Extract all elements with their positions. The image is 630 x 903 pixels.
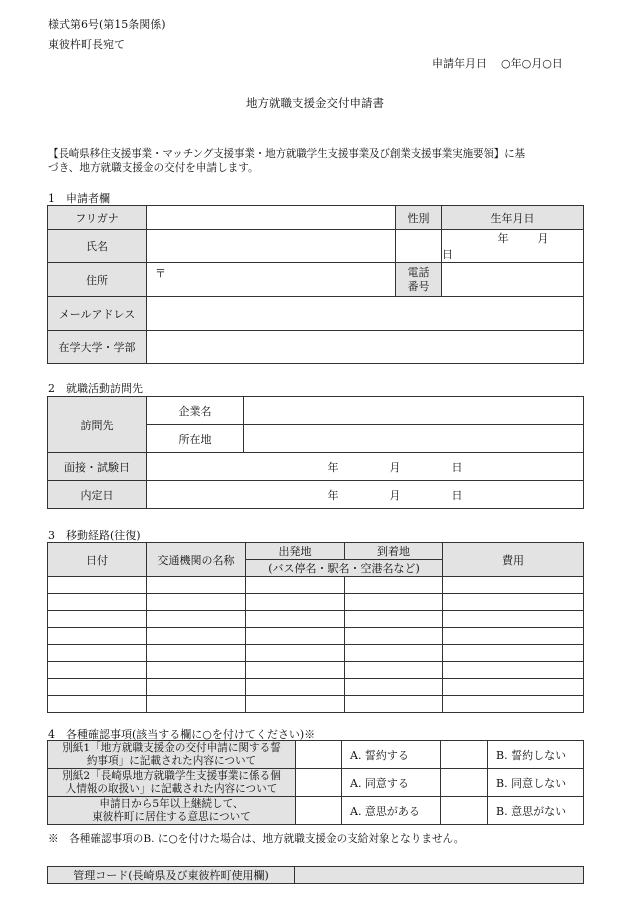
section2-heading: 2 就職活動訪問先 xyxy=(48,382,143,395)
option-a-label: A. 意思がある xyxy=(342,797,441,825)
intro-line-1: 【長崎県移住支援事業・マッチング支援事業・地方就職学生支援事業及び創業支援事業実施要領】に基 xyxy=(48,148,525,160)
section3-heading: 3 移動経路(往復) xyxy=(48,529,141,542)
arrival-cell[interactable] xyxy=(345,577,443,594)
arrival-cell[interactable] xyxy=(345,696,443,713)
cost-cell[interactable] xyxy=(443,679,584,696)
cost-cell[interactable] xyxy=(443,611,584,628)
arrival-cell[interactable] xyxy=(345,662,443,679)
route-row xyxy=(48,594,584,611)
date-cell[interactable] xyxy=(48,662,147,679)
confirmation-item-line-2: 人情報の取扱い」に記載された内容について xyxy=(65,782,278,795)
option-b-label: B. 同意しない xyxy=(488,769,584,797)
university-field[interactable] xyxy=(147,331,584,364)
postal-mark: 〒 xyxy=(155,267,166,280)
arrival-cell[interactable] xyxy=(345,594,443,611)
birthdate-label: 生年月日 xyxy=(442,206,584,230)
departure-cell[interactable] xyxy=(246,611,345,628)
option-a-mark[interactable] xyxy=(296,797,342,825)
interview-year-label: 年 xyxy=(327,460,339,474)
applicant-table xyxy=(47,205,584,364)
confirmation-row xyxy=(48,741,584,769)
address-field[interactable] xyxy=(147,263,396,297)
location-field[interactable] xyxy=(244,425,584,453)
offer-year-label: 年 xyxy=(327,488,339,502)
company-label: 企業名 xyxy=(147,397,244,425)
route-row xyxy=(48,628,584,645)
phone-field[interactable] xyxy=(442,263,584,297)
transport-cell[interactable] xyxy=(147,611,246,628)
arrival-cell[interactable] xyxy=(345,611,443,628)
birth-day-label: 日 xyxy=(442,248,453,261)
cost-cell[interactable] xyxy=(443,662,584,679)
arrival-cell[interactable] xyxy=(345,645,443,662)
furigana-field[interactable] xyxy=(147,206,396,230)
application-date xyxy=(432,55,563,71)
cost-cell[interactable] xyxy=(443,628,584,645)
arrival-cell[interactable] xyxy=(345,628,443,645)
offer-date-field[interactable] xyxy=(147,481,584,509)
departure-cell[interactable] xyxy=(246,577,345,594)
transport-cell[interactable] xyxy=(147,696,246,713)
date-cell[interactable] xyxy=(48,679,147,696)
option-a-mark[interactable] xyxy=(296,769,342,797)
route-row xyxy=(48,696,584,713)
route-row xyxy=(48,679,584,696)
confirmation-row xyxy=(48,769,584,797)
birth-month-label: 月 xyxy=(537,232,549,245)
interview-day-label: 日 xyxy=(451,460,463,474)
application-date-label: 申請年月日 xyxy=(432,57,487,70)
intro-line-2: づき、地方就職支援金の交付を申請します。 xyxy=(48,162,259,174)
arrival-col-header: 到着地 xyxy=(345,543,443,560)
cost-col-header: 費用 xyxy=(443,543,584,577)
option-b-mark[interactable] xyxy=(441,741,488,769)
cost-cell[interactable] xyxy=(443,594,584,611)
departure-cell[interactable] xyxy=(246,594,345,611)
option-b-mark[interactable] xyxy=(441,769,488,797)
date-cell[interactable] xyxy=(48,628,147,645)
section4-heading: 4 各種確認事項(該当する欄に○を付けてください)※ xyxy=(48,728,316,741)
email-label: メールアドレス xyxy=(48,297,147,331)
cost-cell[interactable] xyxy=(443,645,584,662)
cost-cell[interactable] xyxy=(443,577,584,594)
date-cell[interactable] xyxy=(48,577,147,594)
arrival-cell[interactable] xyxy=(345,679,443,696)
name-field[interactable] xyxy=(147,230,396,263)
departure-cell[interactable] xyxy=(246,679,345,696)
confirmation-table xyxy=(47,740,584,825)
interview-month-label: 月 xyxy=(389,460,401,474)
confirmation-item-line-2: 約事項」に記載された内容について xyxy=(86,754,257,767)
location-label: 所在地 xyxy=(147,425,244,453)
application-date-value: ○年○月○日 xyxy=(501,57,563,70)
route-row xyxy=(48,577,584,594)
phone-label-line-2: 番号 xyxy=(407,279,430,293)
option-b-label: B. 誓約しない xyxy=(488,741,584,769)
route-row xyxy=(48,645,584,662)
date-col-header: 日付 xyxy=(48,543,147,577)
transport-cell[interactable] xyxy=(147,577,246,594)
option-a-label: A. 同意する xyxy=(342,769,441,797)
confirmation-item-line-2: 東彼杵町に居住する意思について xyxy=(92,810,251,823)
form-number: 様式第6号(第15条関係) xyxy=(48,18,166,31)
section4-note: ※ 各種確認事項のB. に○を付けた場合は、地方就職支援金の支給対象となりません。 xyxy=(48,833,465,845)
cost-cell[interactable] xyxy=(443,696,584,713)
route-row xyxy=(48,662,584,679)
visit-table xyxy=(47,396,584,509)
date-cell[interactable] xyxy=(48,611,147,628)
offer-label: 内定日 xyxy=(48,481,147,509)
transport-cell[interactable] xyxy=(147,628,246,645)
page-title: 地方就職支援金交付申請書 xyxy=(246,96,384,110)
departure-cell[interactable] xyxy=(246,645,345,662)
transport-cell[interactable] xyxy=(147,679,246,696)
transport-cell[interactable] xyxy=(147,645,246,662)
route-row xyxy=(48,611,584,628)
interview-date-field[interactable] xyxy=(147,453,584,481)
management-code-label: 管理コード(長崎県及び東彼杵町使用欄) xyxy=(48,867,295,884)
offer-day-label: 日 xyxy=(451,488,463,502)
management-code-field xyxy=(295,867,584,884)
birth-year-label: 年 xyxy=(497,232,509,245)
confirmation-item-text xyxy=(48,741,296,769)
interview-label: 面接・試験日 xyxy=(48,453,147,481)
company-field[interactable] xyxy=(244,397,584,425)
date-cell[interactable] xyxy=(48,594,147,611)
departure-cell[interactable] xyxy=(246,696,345,713)
route-table xyxy=(47,542,584,713)
confirmation-item-line-1: 別紙1「地方就職支援金の交付申請に関する誓 xyxy=(62,741,281,754)
option-b-mark[interactable] xyxy=(441,797,488,825)
date-cell[interactable] xyxy=(48,645,147,662)
management-code-table xyxy=(47,866,584,884)
transport-col-header: 交通機関の名称 xyxy=(147,543,246,577)
departure-col-header: 出発地 xyxy=(246,543,345,560)
transport-cell[interactable] xyxy=(147,594,246,611)
departure-cell[interactable] xyxy=(246,628,345,645)
section1-heading: 1 申請者欄 xyxy=(48,192,110,205)
confirmation-row xyxy=(48,797,584,825)
phone-label xyxy=(396,263,442,297)
date-cell[interactable] xyxy=(48,696,147,713)
transport-cell[interactable] xyxy=(147,662,246,679)
visit-label: 訪問先 xyxy=(48,397,147,453)
university-label: 在学大学・学部 xyxy=(48,331,147,364)
option-b-label: B. 意思がない xyxy=(488,797,584,825)
place-note: (バス停名・駅名・空港名など) xyxy=(246,560,443,577)
address-label: 住所 xyxy=(48,263,147,297)
addressee: 東彼杵町長宛て xyxy=(48,38,125,51)
birthdate-field[interactable] xyxy=(442,230,584,263)
option-a-label: A. 誓約する xyxy=(342,741,441,769)
phone-label-line-1: 電話 xyxy=(407,265,430,279)
confirmation-item-line-1: 申請日から5年以上継続して、 xyxy=(99,797,244,810)
option-a-mark[interactable] xyxy=(296,741,342,769)
furigana-label: フリガナ xyxy=(48,206,147,230)
offer-month-label: 月 xyxy=(389,488,401,502)
confirmation-item-line-1: 別紙2「長崎県地方就職学生支援事業に係る個 xyxy=(62,769,281,782)
confirmation-item-text xyxy=(48,797,296,825)
gender-label: 性別 xyxy=(396,206,442,230)
gender-field[interactable] xyxy=(396,230,442,263)
name-label: 氏名 xyxy=(48,230,147,263)
departure-cell[interactable] xyxy=(246,662,345,679)
email-field[interactable] xyxy=(147,297,584,331)
confirmation-item-text xyxy=(48,769,296,797)
